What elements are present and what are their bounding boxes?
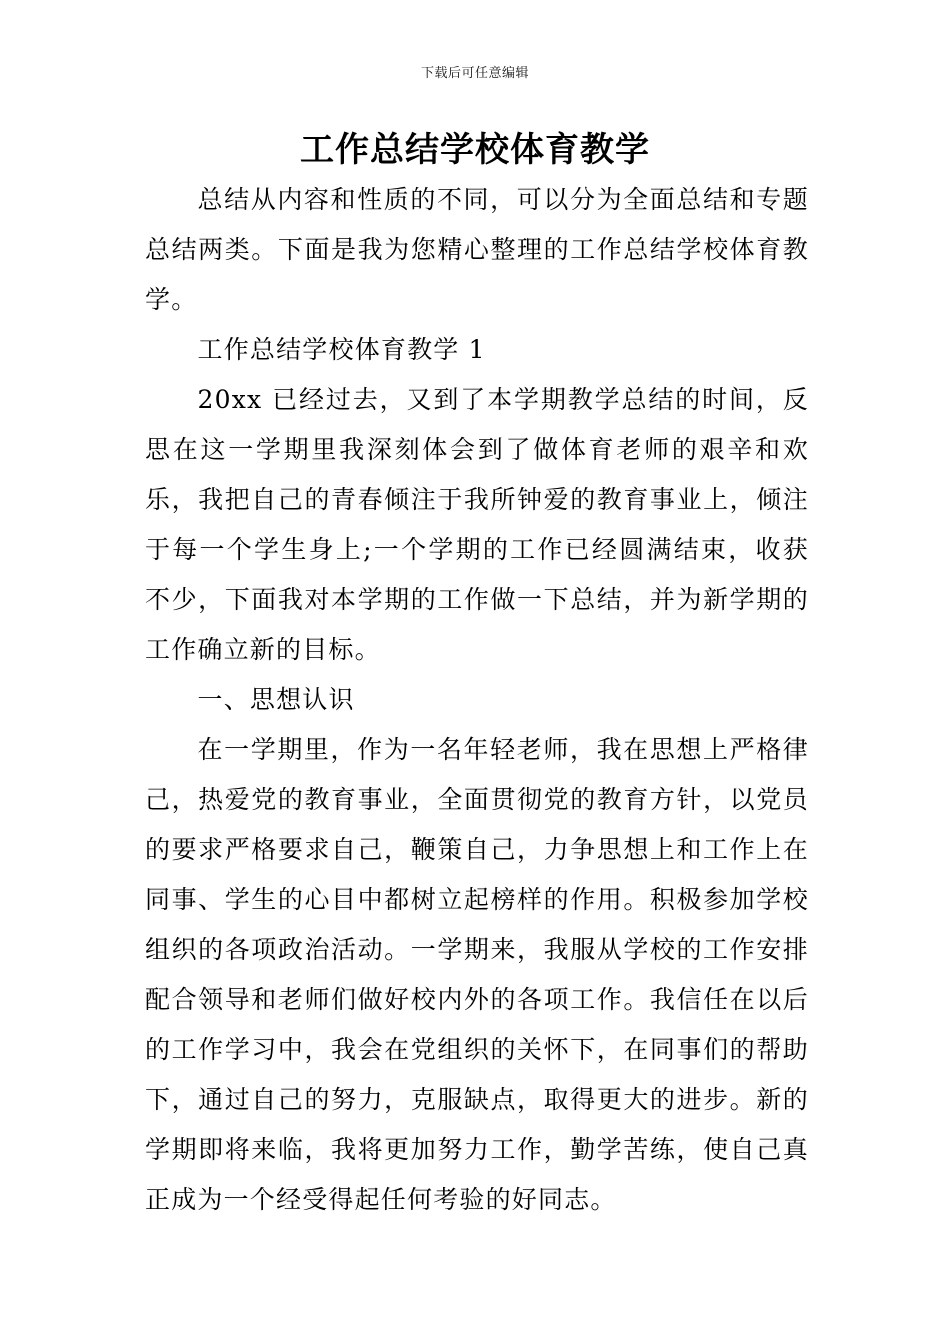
body-paragraph: 20xx 已经过去，又到了本学期教学总结的时间，反思在这一学期里我深刻体会到了做体育老师的艰辛和欢乐，我把自己的青春倾注于我所钟爱的教育事业上，倾注于每一个学生身上;一个学期的工作已经圆满结束，收获不少，下面我对本学期的工作做一下总结，并为新学期的工作确立新的目标。 <box>145 385 809 664</box>
section-heading: 工作总结学校体育教学 1 <box>197 335 486 364</box>
download-note: 下载后可任意编辑 <box>420 66 529 81</box>
document-title: 工作总结学校体育教学 <box>300 130 650 170</box>
body-paragraph: 在一学期里，作为一名年轻老师，我在思想上严格律己，热爱党的教育事业，全面贯彻党的教育方针，以党员的要求严格要求自己，鞭策自己，力争思想上和工作上在同事、学生的心目中都树立起榜样的作用。积极参加学校组织的各项政治活动。一学期来，我服从学校的工作安排配合领导和老师们做好校内外的各项工作。我信任在以后的工作学习中，我会在党组织的关怀下，在同事们的帮助下，通过自己的努力，克服缺点，取得更大的进步。新的学期即将来临，我将更加努力工作，勤学苦练，使自己真正成为一个经受得起任何考验的好同志。 <box>145 735 809 1214</box>
intro-paragraph: 总结从内容和性质的不同，可以分为全面总结和专题总结两类。下面是我为您精心整理的工作总结学校体育教学。 <box>145 185 809 314</box>
document-body <box>145 175 809 1225</box>
subsection-heading: 一、思想认识 <box>197 685 355 714</box>
